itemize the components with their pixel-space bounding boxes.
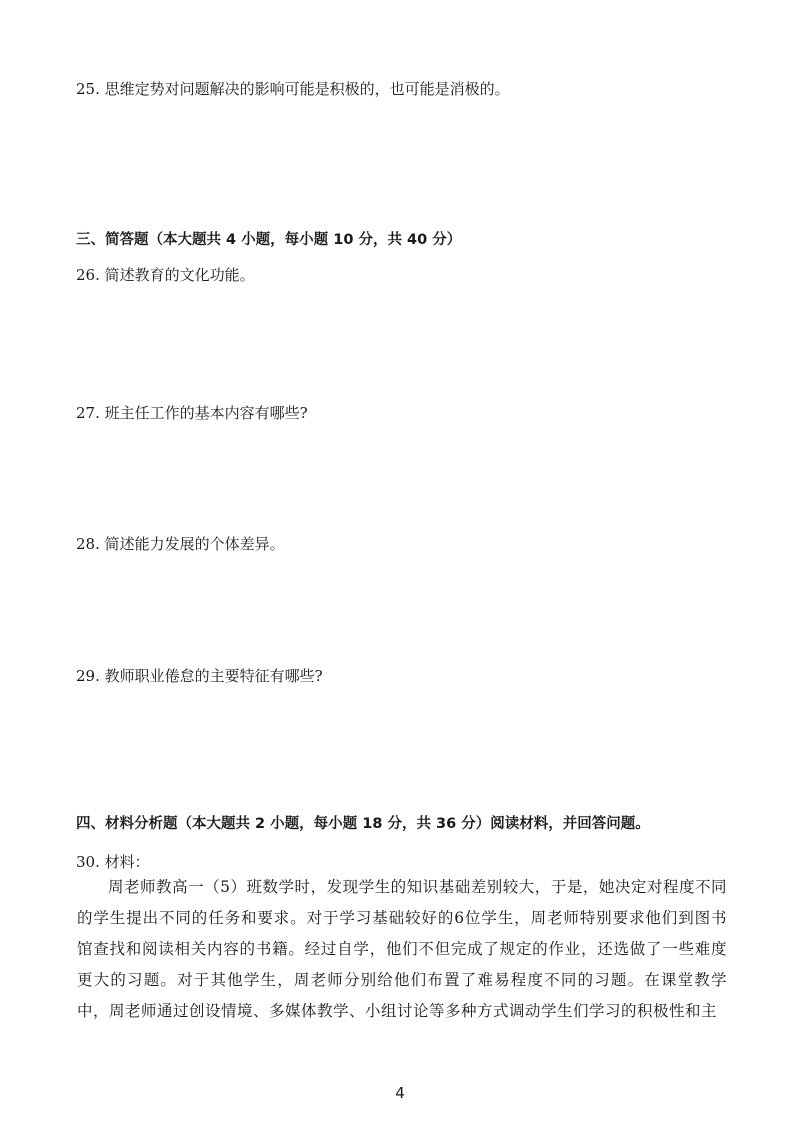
question-30-material: 周老师教高一（5）班数学时，发现学生的知识基础差别较大，于是，她决定对程度不同的学生提出不同的任务和要求。对于学习基础较好的6位学生，周老师特别要求他们到图书馆查找和阅读相关内容的书籍。经过自学，他们不但完成了规定的作业，还选做了一些难度更大的习题。对于其他学生，周老师分别给他们布置了难易程度不同的习题。在课堂教学中，周老师通过创设情境、多媒体教学、小组讨论等多种方式调动学生们学习的积极性和主 <box>77 878 727 1020</box>
question-29: 29. 教师职业倦怠的主要特征有哪些? <box>76 667 323 685</box>
section-4-heading: 四、材料分析题（本大题共 2 小题，每小题 18 分，共 36 分）阅读材料，并回答问题。 <box>76 816 650 832</box>
question-27: 27. 班主任工作的基本内容有哪些? <box>76 404 308 422</box>
question-28: 28. 简述能力发展的个体差异。 <box>76 535 285 553</box>
question-26: 26. 简述教育的文化功能。 <box>76 266 255 284</box>
section-3-heading: 三、简答题（本大题共 4 小题，每小题 10 分，共 40 分） <box>76 232 462 248</box>
question-25: 25. 思维定势对问题解决的影响可能是积极的，也可能是消极的。 <box>76 80 510 98</box>
page-number: 4 <box>395 1084 405 1102</box>
question-30-label: 30. 材料： <box>76 853 150 871</box>
